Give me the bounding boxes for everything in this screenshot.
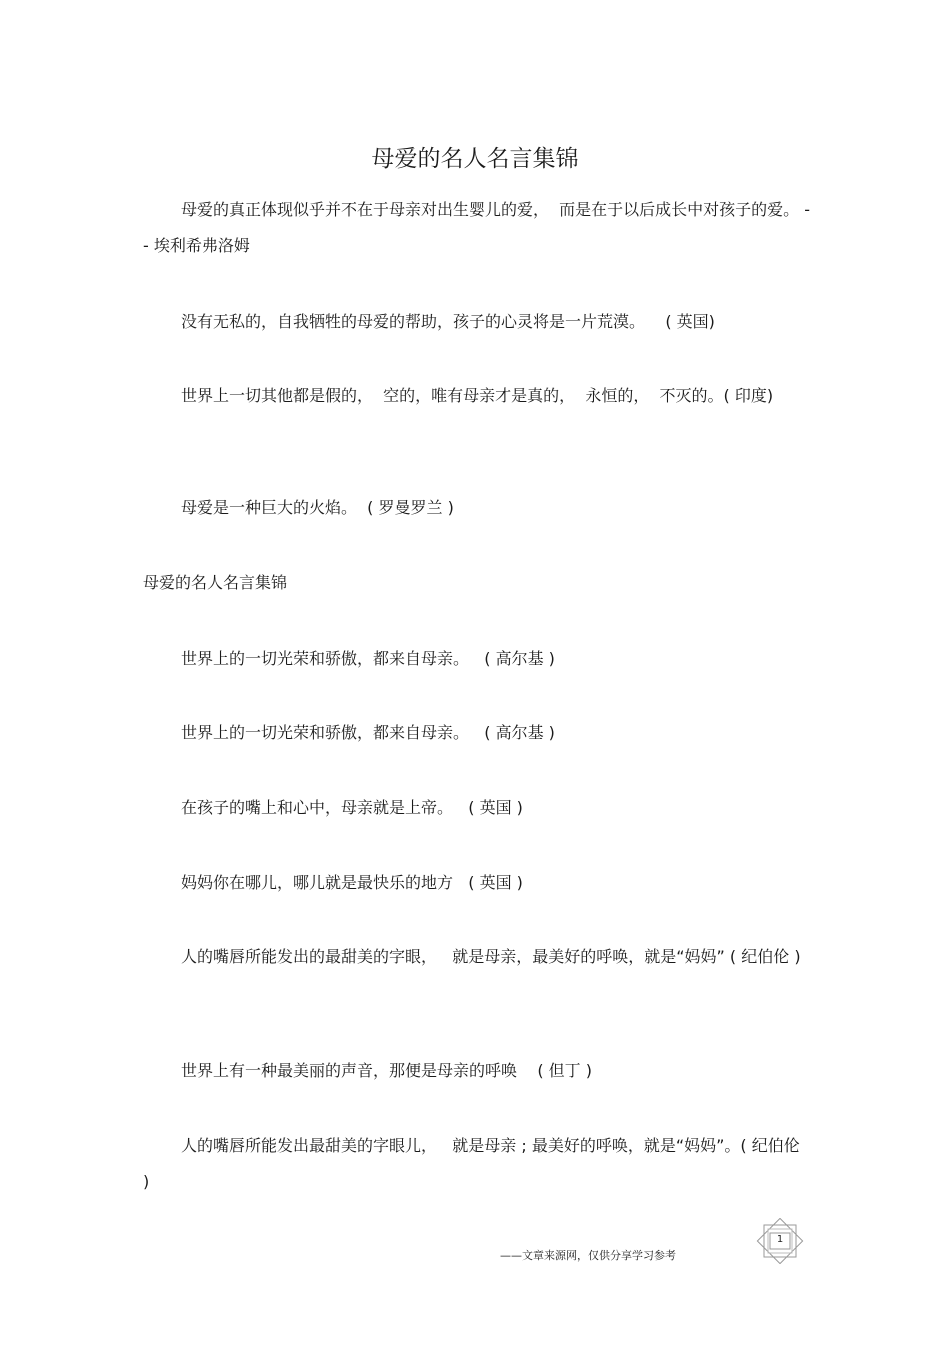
paragraph-6: 世界上的一切光荣和骄傲，都来自母亲。 ( 高尔基 ) <box>181 723 555 742</box>
paragraph-2: 没有无私的，自我牺牲的母爱的帮助，孩子的心灵将是一片荒漠。 ( 英国) <box>181 312 715 331</box>
paragraph-3: 世界上一切其他都是假的， 空的，唯有母亲才是真的， 永恒的， 不灭的。( 印度) <box>181 386 774 405</box>
paragraph-7: 在孩子的嘴上和心中，母亲就是上帝。 ( 英国 ) <box>181 798 523 817</box>
section-heading: 母爱的名人名言集锦 <box>143 573 288 592</box>
paragraph-9: 人的嘴唇所能发出的最甜美的字眼， 就是母亲，最美好的呼唤，就是“妈妈” ( 纪伯伦 ) <box>181 947 801 966</box>
document-title: 母爱的名人名言集锦 <box>371 146 579 172</box>
page-number: 1 <box>776 1234 784 1245</box>
footer-note: ——文章来源网，仅供分享学习参考 <box>500 1249 676 1262</box>
paragraph-5: 世界上的一切光荣和骄傲，都来自母亲。 ( 高尔基 ) <box>181 649 555 668</box>
paragraph-10: 世界上有一种最美丽的声音，那便是母亲的呼唤 ( 但丁 ) <box>181 1061 593 1080</box>
paragraph-8: 妈妈你在哪儿，哪儿就是最快乐的地方 ( 英国 ) <box>181 873 523 892</box>
page-number-badge <box>754 1218 806 1264</box>
paragraph-1: 母爱的真正体现似乎并不在于母亲对出生婴儿的爱， 而是在于以后成长中对孩子的爱。 -- 埃利希弗洛姆 <box>143 200 811 255</box>
paragraph-4: 母爱是一种巨大的火焰。 ( 罗曼罗兰 ) <box>181 498 454 517</box>
paragraph-11: 人的嘴唇所能发出最甜美的字眼儿， 就是母亲 ; 最美好的呼唤，就是“妈妈”。( 纪伯伦 ) <box>143 1136 805 1191</box>
